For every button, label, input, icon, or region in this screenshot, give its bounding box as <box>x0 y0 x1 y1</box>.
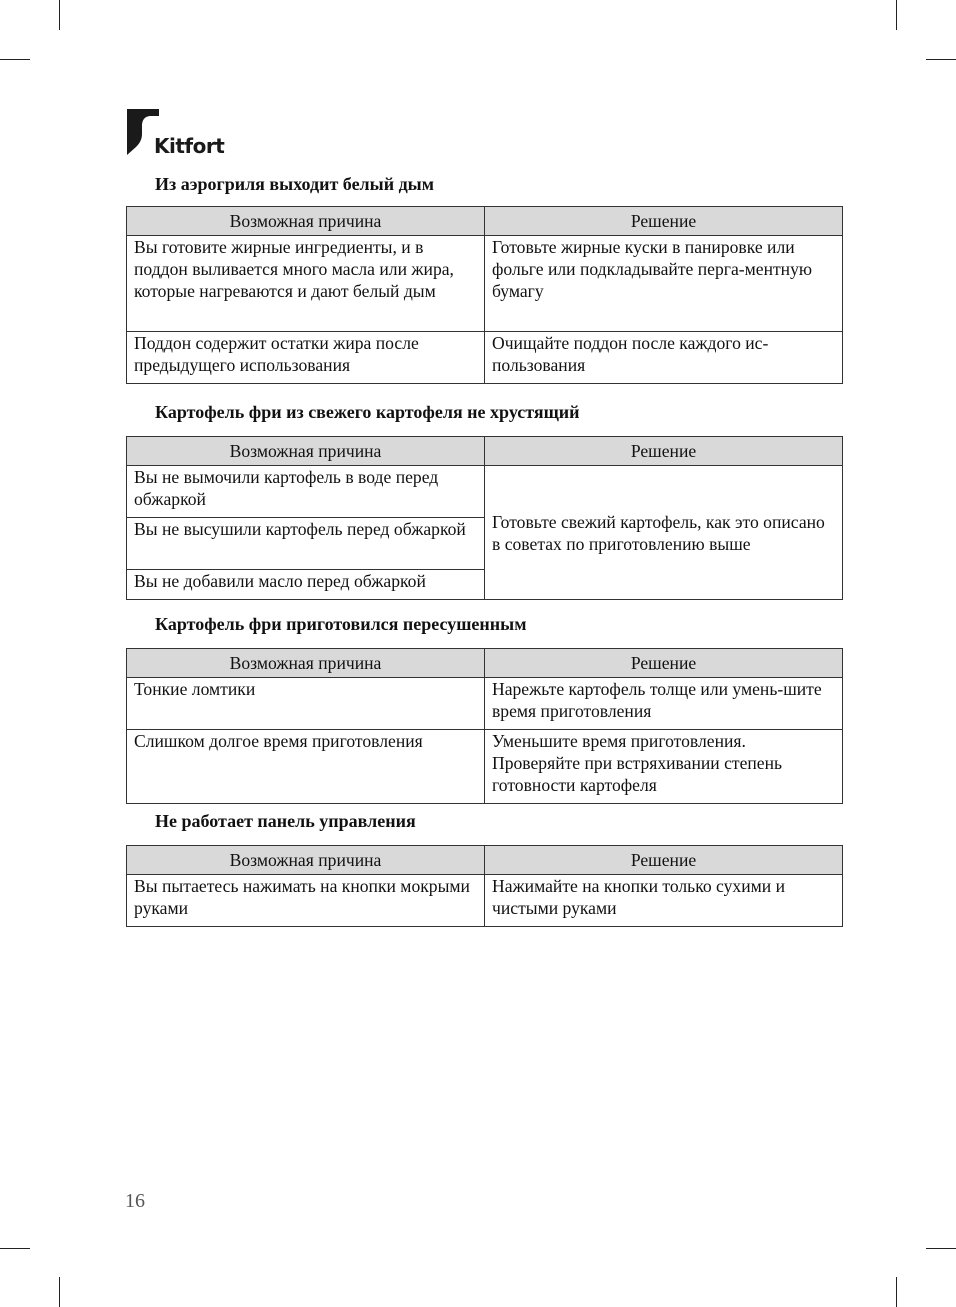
cause-cell: Вы готовите жирные ингредиенты, и в поддон выливается много масла или жира, которые нагреваются и дают белый дым <box>127 236 485 332</box>
table-row <box>127 875 843 927</box>
crop-mark <box>59 1277 60 1307</box>
cause-cell: Вы не добавили масло перед обжаркой <box>127 570 485 600</box>
section-title-not-crispy: Картофель фри из свежего картофеля не хрустящий <box>155 402 580 422</box>
cause-cell: Вы пытаетесь нажимать на кнопки мокрыми руками <box>127 875 485 927</box>
cause-cell: Вы не вымочили картофель в воде перед обжаркой <box>127 466 485 518</box>
brand-name: Kitfort <box>154 134 225 158</box>
crop-mark <box>896 0 897 30</box>
crop-mark <box>59 0 60 30</box>
solution-cell: Нажимайте на кнопки только сухими и чистыми руками <box>485 875 843 927</box>
header-cause: Возможная причина <box>127 846 485 875</box>
cause-cell: Поддон содержит остатки жира после предыдущего использования <box>127 332 485 384</box>
crop-mark <box>0 1248 30 1249</box>
solution-cell: Очищайте поддон после каждого ис-пользования <box>485 332 843 384</box>
section-title-white-smoke: Из аэрогриля выходит белый дым <box>155 174 434 194</box>
cause-cell: Тонкие ломтики <box>127 678 485 730</box>
table-header-row <box>127 846 843 875</box>
header-solution: Решение <box>485 437 843 466</box>
header-cause: Возможная причина <box>127 649 485 678</box>
solution-cell: Готовьте жирные куски в панировке или фольге или подкладывайте перга-ментную бумагу <box>485 236 843 332</box>
crop-mark <box>896 1277 897 1307</box>
solution-cell: Уменьшите время приготовления. Проверяйте при встряхивании степень готовности картофеля <box>485 730 843 804</box>
solution-cell: Готовьте свежий картофель, как это описано в советах по приготовлению выше <box>485 466 843 600</box>
page-number: 16 <box>125 1190 145 1212</box>
solution-cell: Нарежьте картофель толще или умень-шите время приготовления <box>485 678 843 730</box>
section-title-overdried: Картофель фри приготовился пересушенным <box>155 614 527 634</box>
table-row <box>127 678 843 730</box>
troubleshooting-table-overdried <box>126 648 843 804</box>
troubleshooting-table-white-smoke <box>126 206 843 384</box>
table-row <box>127 236 843 332</box>
header-solution: Решение <box>485 649 843 678</box>
troubleshooting-table-not-crispy <box>126 436 843 600</box>
table-row <box>127 332 843 384</box>
table-header-row <box>127 649 843 678</box>
crop-mark <box>0 59 30 60</box>
table-header-row <box>127 207 843 236</box>
header-solution: Решение <box>485 207 843 236</box>
section-title-control-panel: Не работает панель управления <box>155 811 416 831</box>
header-solution: Решение <box>485 846 843 875</box>
header-cause: Возможная причина <box>127 437 485 466</box>
cause-cell: Вы не высушили картофель перед обжаркой <box>127 518 485 570</box>
table-header-row <box>127 437 843 466</box>
header-cause: Возможная причина <box>127 207 485 236</box>
crop-mark <box>926 1248 956 1249</box>
cause-cell: Слишком долгое время приготовления <box>127 730 485 804</box>
troubleshooting-table-control-panel <box>126 845 843 927</box>
table-row <box>127 730 843 804</box>
table-row <box>127 466 843 518</box>
crop-mark <box>926 59 956 60</box>
